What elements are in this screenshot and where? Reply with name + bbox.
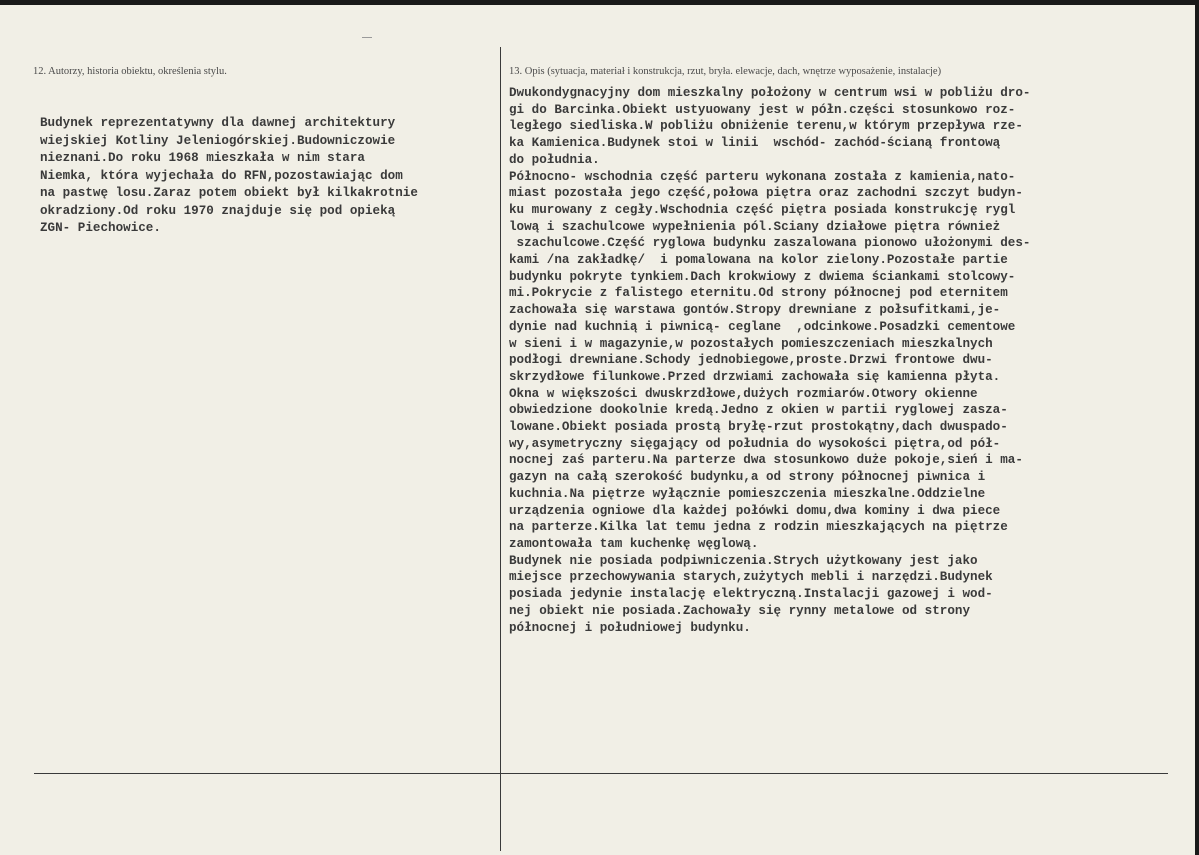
description-line: wy,asymetryczny sięgający od południa do wysokości piętra,od pół- xyxy=(509,436,1001,451)
description-line: zamontowała tam kuchenkę węglową. xyxy=(509,536,759,551)
description-line: obwiedzione dookolnie kredą.Jedno z okien w partii ryglowej zasza- xyxy=(509,403,1008,418)
description-line: kuchnia.Na piętrze wyłącznie pomieszczenia mieszkalne.Oddzielne xyxy=(509,486,986,501)
description-line: miejsce przechowywania starych,zużytych mebli i narzędzi.Budynek xyxy=(509,570,993,585)
description-line: ka Kamienica.Budynek stoi w linii wschód- zachód-ścianą frontową xyxy=(509,136,1001,151)
description-line: skrzydłowe filunkowe.Przed drzwiami zachowała się kamienna płyta. xyxy=(509,369,1001,384)
history-line: wiejskiej Kotliny Jeleniogórskiej.Budowniczowie xyxy=(40,133,396,148)
description-line: posiada jedynie instalację elektryczną.Instalacji gazowej i wod- xyxy=(509,587,993,602)
description-line: Dwukondygnacyjny dom mieszkalny położony w centrum wsi w pobliżu dro- xyxy=(509,86,1031,100)
history-line: okradziony.Od roku 1970 znajduje się pod opieką xyxy=(40,203,396,218)
description-line: w sieni i w magazynie,w pozostałych pomieszczeniach mieszkalnych xyxy=(509,336,993,351)
history-line: Niemka, która wyjechała do RFN,pozostawiając dom xyxy=(40,168,403,183)
description-line: szachulcowe.Część ryglowa budynku zaszalowana pionowo ułożonymi des- xyxy=(509,236,1031,251)
description-line: miast pozostała jego część,połowa piętra oraz zachodni szczyt budyn- xyxy=(509,186,1023,201)
column-divider xyxy=(500,47,501,851)
description-line: Okna w większości dwuskrzdłowe,dużych rozmiarów.Otwory okienne xyxy=(509,386,978,401)
description-line: gi do Barcinka.Obiekt ustyuowany jest w półn.części stosunkowo roz- xyxy=(509,102,1016,117)
history-line: ZGN- Piechowice. xyxy=(40,221,161,235)
description-line: ległego siedliska.W pobliżu obniżenie terenu,w którym przepływa rze- xyxy=(509,119,1023,134)
document-page xyxy=(0,5,1195,855)
description-line: Budynek nie posiada podpiwniczenia.Strych użytkowany jest jako xyxy=(509,553,978,568)
description-line: północnej i południowej budynku. xyxy=(509,620,751,635)
description-line: dynie nad kuchnią i piwnicą- ceglane ,odcinkowe.Posadzki cementowe xyxy=(509,319,1016,334)
history-line: nieznani.Do roku 1968 mieszkała w nim stara xyxy=(40,151,365,165)
description-line: mi.Pokrycie z falistego eternitu.Od strony północnej pod eternitem xyxy=(509,286,1008,301)
description-line: zachowała się warstawa gontów.Stropy drewniane z połsufitkami,je- xyxy=(509,303,1001,318)
description-line: na parterze.Kilka lat temu jedna z rodzin mieszkających na piętrze xyxy=(509,520,1008,535)
description-line: budynku pokryte tynkiem.Dach krokwiowy z dwiema ściankami stolcowy- xyxy=(509,269,1016,284)
description-line: nej obiekt nie posiada.Zachowały się rynny metalowe od strony xyxy=(509,603,971,618)
page-mark xyxy=(362,37,372,38)
field-12-label: 12. Autorzy, historia obiektu, określenia stylu. xyxy=(33,66,227,77)
field-13-label: 13. Opis (sytuacja, materiał i konstrukcja, rzut, bryła. elewacje, dach, wnętrze wyposażenie, instalacje) xyxy=(509,66,942,77)
history-line: na pastwę losu.Zaraz potem obiekt był kilkakrotnie xyxy=(40,186,418,200)
description-text xyxy=(509,85,1030,636)
description-line: lowane.Obiekt posiada prostą bryłę-rzut prostokątny,dach dwuspado- xyxy=(509,420,1008,435)
history-text xyxy=(40,115,418,238)
description-line: gazyn na całą szerokość budynku,a od strony północnej piwnica i xyxy=(509,470,986,485)
description-line: nocnej zaś parteru.Na parterze dwa stosunkowo duże pokoje,sień i ma- xyxy=(509,453,1023,468)
description-line: kami /na zakładkę/ i pomalowana na kolor zielony.Pozostałe partie xyxy=(509,253,1008,268)
description-line: ku murowany z cegły.Wschodnia część piętra posiada konstrukcję rygl xyxy=(509,202,1016,217)
description-line: Północno- wschodnia część parteru wykonana została z kamienia,nato- xyxy=(509,169,1016,184)
description-line: lową i szachulcowe wypełnienia pól.Sciany działowe piętra również xyxy=(509,219,1001,234)
description-line: urządzenia ogniowe dla każdej połówki domu,dwa kominy i dwa piece xyxy=(509,503,1001,518)
history-line: Budynek reprezentatywny dla dawnej architektury xyxy=(40,116,396,130)
description-line: do południa. xyxy=(509,152,600,167)
description-line: podłogi drewniane.Schody jednobiegowe,proste.Drzwi frontowe dwu- xyxy=(509,353,993,368)
bottom-rule xyxy=(34,773,1168,774)
